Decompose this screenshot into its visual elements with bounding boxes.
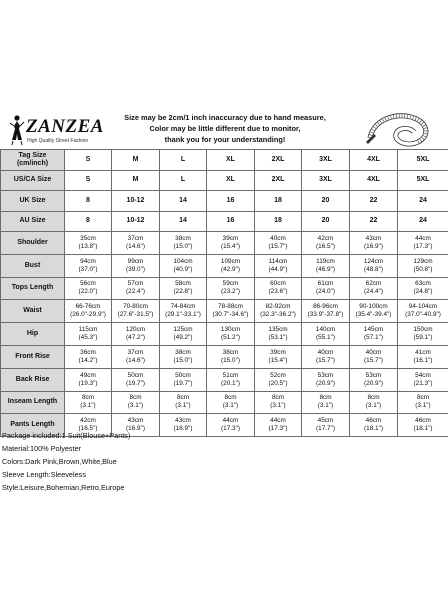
measurement-cell [350,323,398,346]
inch-value: (57.1") [364,334,383,342]
cm-value: 63cm [415,280,431,288]
cm-value: 44cm [415,234,431,242]
cm-value: 90-100cm [359,303,388,311]
measurement-cell [255,323,302,346]
size-row [1,211,448,232]
woman-silhouette-icon [8,114,26,146]
size-cell: 4XL [350,150,398,171]
cm-value: 66-76cm [75,303,101,311]
cm-value: 150cm [413,326,433,334]
cm-value: 125cm [173,326,193,334]
info-line: Style:Leisure,Bohemian,Retro,Europe [2,483,125,492]
inch-value: (49.2") [173,334,193,342]
inch-value: (18.1") [364,425,383,433]
cm-value: 120cm [125,326,146,334]
size-cell: 10-12 [112,211,160,232]
brand-tagline: High Quality Street Fashion [27,138,89,144]
cm-value: 37cm [127,348,144,356]
measurement-cell [112,323,160,346]
row-header: US/CA Size [1,170,65,191]
measurement-cell [207,277,255,300]
measurement-cell [112,277,160,300]
row-header: Pants Length [1,414,65,437]
inch-value: (14.2") [78,356,98,364]
cm-value: 39cm [270,348,286,356]
inch-value: (15.0") [173,242,193,250]
cm-value: 8cm [81,394,95,402]
size-cell: L [160,170,207,191]
inch-value: (27.6"-31.5") [117,311,154,319]
inch-value: (17.7") [316,425,335,433]
inch-value: (32.3"-36.2") [260,311,296,319]
inch-value: (13.8") [78,242,98,250]
measurement-cell [160,254,207,277]
measurement-cell [160,300,207,323]
inch-value: (53.1") [268,334,288,342]
cm-value: 38cm [175,234,191,242]
measurement-cell [160,277,207,300]
cm-value: 56cm [80,280,96,288]
measurement-cell [160,391,207,414]
size-cell: M [112,170,160,191]
size-cell: 24 [398,211,448,232]
size-cell: 14 [160,191,207,212]
cm-value: 51cm [222,371,239,379]
inch-value: (20.9") [316,379,335,387]
cm-value: 140cm [315,326,336,334]
inch-value: (15.0") [221,356,240,364]
cm-value: 53cm [317,371,334,379]
size-cell: M [112,150,160,171]
inch-value: (45.3") [78,334,98,342]
row-header: Front Rise [1,345,65,368]
inch-value: (3.1") [270,402,286,410]
size-cell: 22 [350,211,398,232]
measurement-cell [112,300,160,323]
measurement-cell [207,391,255,414]
measurement-cell [65,232,112,255]
inch-value: (30.7"-34.6") [212,311,249,319]
inch-value: (51.2") [221,334,240,342]
inch-value: (46.9") [316,265,335,273]
measurement-cell [350,368,398,391]
cm-value: 44cm [270,417,286,425]
inch-value: (48.8") [364,265,383,273]
cm-value: 40cm [317,348,334,356]
cm-value: 35cm [80,234,96,242]
measurement-cell [112,368,160,391]
cm-value: 42cm [80,417,96,425]
inch-value: (3.1") [317,402,334,410]
inch-value: (14.6") [126,242,145,250]
measurement-cell [65,323,112,346]
cm-value: 57cm [127,280,144,288]
cm-value: 145cm [363,326,384,334]
measurement-cell [207,232,255,255]
measurement-cell [65,277,112,300]
inch-value: (44.9") [268,265,288,273]
cm-value: 94-104cm [408,303,438,311]
size-cell: 24 [398,191,448,212]
measurement-row [1,254,448,277]
size-chart-table [0,149,448,437]
cm-value: 53cm [365,371,382,379]
measurement-cell [302,254,350,277]
inch-value: (22.8") [173,288,193,296]
size-row [1,170,448,191]
notice-line: Size may be 2cm/1 inch inaccuracy due to hand measure, [124,113,326,122]
inch-value: (15.7") [268,242,288,250]
inch-value: (47.2") [126,334,145,342]
size-cell: 5XL [398,170,448,191]
size-cell: 8 [65,191,112,212]
inch-value: (24.4") [364,288,383,296]
measuring-tape-icon [364,108,434,154]
cm-value: 58cm [175,280,191,288]
info-line: Colors:Dark Pink,Brown,White,Blue [2,457,117,466]
inch-value: (16.9") [173,425,193,433]
size-row [1,150,448,171]
measurement-cell [65,368,112,391]
inch-value: (42.9") [221,265,240,273]
size-cell: 4XL [350,170,398,191]
inch-value: (19.3") [78,379,98,387]
measurement-row [1,368,448,391]
row-header: Hip [1,323,65,346]
size-cell: 22 [350,191,398,212]
inch-value: (3.1") [80,402,96,410]
inch-value: (37.0"-40.9") [405,311,441,319]
measurement-cell [302,323,350,346]
measurement-cell [302,300,350,323]
size-cell: S [65,170,112,191]
measurement-cell [65,391,112,414]
cm-value: 40cm [365,348,382,356]
measurement-notice [110,112,340,145]
cm-value: 124cm [363,257,384,265]
inch-value: (15.0") [173,356,193,364]
inch-value: (22.4") [126,288,145,296]
cm-value: 59cm [222,280,239,288]
cm-value: 37cm [127,234,144,242]
cm-value: 99cm [127,257,144,265]
measurement-cell [112,391,160,414]
measurement-cell [160,368,207,391]
measurement-cell [398,345,448,368]
cm-value: 44cm [222,417,239,425]
cm-value: 82-92cm [265,303,291,311]
row-header: Waist [1,300,65,323]
measurement-cell [255,277,302,300]
measurement-row [1,277,448,300]
measurement-cell [302,391,350,414]
measurement-cell [65,345,112,368]
inch-value: (40.9") [173,265,193,273]
measurement-cell [398,368,448,391]
cm-value: 8cm [416,394,430,402]
cm-value: 40cm [270,234,286,242]
measurement-cell [350,277,398,300]
notice-line: thank you for your understanding! [164,135,286,144]
inch-value: (39.0") [126,265,145,273]
cm-value: 119cm [316,257,335,265]
measurement-cell [112,232,160,255]
cm-value: 39cm [222,234,239,242]
row-header: Bust [1,254,65,277]
inch-value: (23.6") [268,288,288,296]
inch-value: (19.7") [173,379,193,387]
cm-value: 114cm [268,257,288,265]
inch-value: (16.1") [413,356,433,364]
inch-value: (16.9") [364,242,383,250]
measurement-cell [398,300,448,323]
inch-value: (17.3") [413,242,433,250]
cm-value: 129cm [413,257,433,265]
inch-value: (29.1"-33.1") [165,311,201,319]
size-cell: 3XL [302,150,350,171]
measurement-row [1,323,448,346]
cm-value: 8cm [271,394,285,402]
cm-value: 78-88cm [218,303,243,311]
cm-value: 70-80cm [123,303,148,311]
size-cell: S [65,150,112,171]
inch-value: (23.2") [221,288,240,296]
inch-value: (55.1") [316,334,335,342]
measurement-cell [160,323,207,346]
notice-line: Color may be little different due to monitor, [149,124,301,133]
cm-value: 115cm [78,326,98,334]
inch-value: (16.5") [316,242,335,250]
cm-value: 38cm [175,348,191,356]
cm-value: 8cm [367,394,380,402]
cm-value: 45cm [317,417,334,425]
brand-name: ZANZEA [26,116,104,137]
inch-value: (3.1") [365,402,382,410]
cm-value: 8cm [224,394,237,402]
cm-value: 50cm [175,371,191,379]
inch-value: (37.0") [78,265,98,273]
measurement-cell [398,232,448,255]
inch-value: (15.4") [268,356,288,364]
inch-value: (19.7") [126,379,145,387]
measurement-cell [255,254,302,277]
inch-value: (3.1") [127,402,144,410]
cm-value: 61cm [317,280,334,288]
inch-value: (21.3") [413,379,433,387]
size-row [1,191,448,212]
row-header: UK Size [1,191,65,212]
product-info [2,429,442,494]
inch-value: (24.8") [413,288,433,296]
inch-value: (3.1") [415,402,431,410]
measurement-row [1,391,448,414]
measurement-cell [255,300,302,323]
row-header: Tag Size (cm/inch) [1,150,65,171]
measurement-cell [65,300,112,323]
info-line: Sleeve Length:Sleeveless [2,470,86,479]
inch-value: (18.1") [413,425,433,433]
inch-value: (15.4") [221,242,240,250]
size-cell: 5XL [398,150,448,171]
inch-value: (15.7") [364,356,383,364]
cm-value: 8cm [176,394,190,402]
row-header: Back Rise [1,368,65,391]
cm-value: 104cm [173,257,193,265]
cm-value: 8cm [319,394,332,402]
cm-value: 60cm [270,280,286,288]
measurement-cell [160,345,207,368]
measurement-row [1,300,448,323]
measurement-cell [112,254,160,277]
measurement-cell [350,345,398,368]
size-cell: 16 [207,211,255,232]
inch-value: (50.8") [413,265,433,273]
cm-value: 62cm [365,280,382,288]
measurement-cell [207,254,255,277]
row-header: Inseam Length [1,391,65,414]
size-cell: 20 [302,211,350,232]
measurement-cell [255,345,302,368]
inch-value: (59.1") [413,334,433,342]
size-cell: XL [207,150,255,171]
size-cell: 18 [255,191,302,212]
cm-value: 41cm [415,348,431,356]
cm-value: 46cm [415,417,431,425]
cm-value: 86-96cm [313,303,338,311]
inch-value: (14.6") [126,356,145,364]
size-cell: L [160,150,207,171]
measurement-cell [350,232,398,255]
cm-value: 46cm [365,417,382,425]
measurement-cell [255,368,302,391]
cm-value: 43cm [175,417,191,425]
cm-value: 50cm [127,371,144,379]
measurement-row [1,232,448,255]
measurement-cell [350,391,398,414]
cm-value: 94cm [80,257,96,265]
size-cell: 2XL [255,170,302,191]
measurement-cell [207,323,255,346]
inch-value: (20.1") [221,379,240,387]
size-cell: 18 [255,211,302,232]
size-cell: 3XL [302,170,350,191]
size-cell: 14 [160,211,207,232]
brand-logo [8,114,104,152]
measurement-cell [302,368,350,391]
measurement-cell [398,277,448,300]
size-cell: 16 [207,191,255,212]
cm-value: 49cm [80,371,96,379]
cm-value: 8cm [129,394,142,402]
measurement-cell [302,345,350,368]
measurement-cell [160,232,207,255]
cm-value: 36cm [80,348,96,356]
row-header: Shoulder [1,232,65,255]
info-line: Package included:1 Suit(Blouse+Pants) [2,431,131,440]
cm-value: 135cm [268,326,288,334]
cm-value: 74-84cm [170,303,196,311]
measurement-cell [350,254,398,277]
cm-value: 52cm [270,371,286,379]
measurement-cell [112,345,160,368]
inch-value: (17.3") [268,425,288,433]
measurement-cell [255,232,302,255]
size-cell: 20 [302,191,350,212]
size-cell: 8 [65,211,112,232]
info-line: Material:100% Polyester [2,444,82,453]
cm-value: 43cm [127,417,144,425]
inch-value: (35.4"-39.4") [355,311,392,319]
measurement-cell [207,300,255,323]
inch-value: (3.1") [175,402,191,410]
cm-value: 130cm [220,326,241,334]
cm-value: 42cm [317,234,334,242]
inch-value: (20.5") [268,379,288,387]
measurement-cell [350,300,398,323]
inch-value: (26.0"-29.9") [70,311,106,319]
size-cell: XL [207,170,255,191]
inch-value: (16.5") [78,425,98,433]
measurement-cell [302,232,350,255]
inch-value: (17.3") [221,425,240,433]
measurement-cell [207,368,255,391]
inch-value: (22.0") [78,288,98,296]
cm-value: 38cm [222,348,239,356]
size-cell: 2XL [255,150,302,171]
inch-value: (16.9") [126,425,145,433]
cm-value: 54cm [415,371,431,379]
measurement-cell [398,254,448,277]
measurement-cell [207,345,255,368]
inch-value: (20.9") [364,379,383,387]
measurement-cell [65,254,112,277]
measurement-cell [255,391,302,414]
measurement-cell [398,323,448,346]
measurement-row [1,345,448,368]
cm-value: 109cm [220,257,241,265]
inch-value: (3.1") [222,402,239,410]
measurement-cell [302,277,350,300]
inch-value: (15.7") [316,356,335,364]
row-header: AU Size [1,211,65,232]
inch-value: (33.9"-37.8") [307,311,344,319]
row-header: Tops Length [1,277,65,300]
inch-value: (24.0") [316,288,335,296]
measurement-cell [398,391,448,414]
cm-value: 43cm [365,234,382,242]
size-cell: 10-12 [112,191,160,212]
